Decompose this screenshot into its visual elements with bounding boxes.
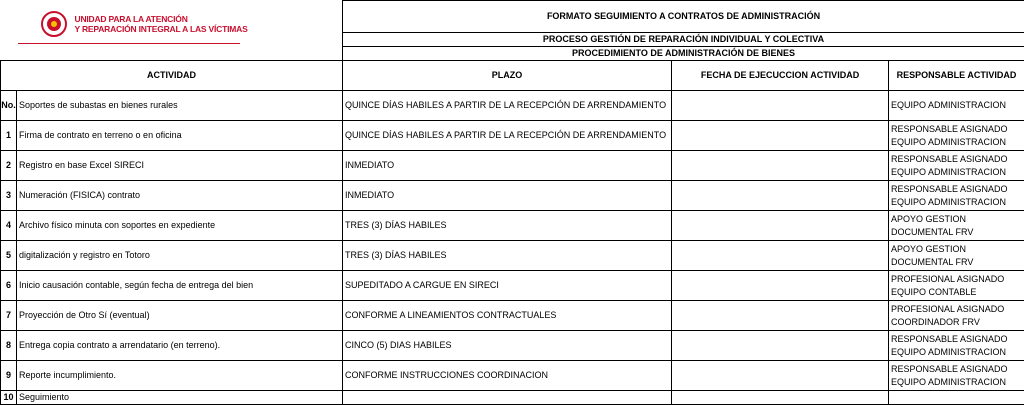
activity-cell: Registro en base Excel SIRECI [17,151,343,181]
row-number: No. [1,91,17,121]
logo-line-2: Y REPARACIÓN INTEGRAL A LAS VÍCTIMAS [75,24,248,34]
execution-date-cell [672,211,889,241]
execution-date-cell [672,241,889,271]
execution-date-cell [672,91,889,121]
responsible-cell: APOYO GESTION DOCUMENTAL FRV [889,211,1024,241]
document-title: FORMATO SEGUIMIENTO A CONTRATOS DE ADMINISTRACIÓN [343,1,1024,33]
table-row [1,211,1024,241]
activity-cell: Firma de contrato en terreno o en oficina [17,121,343,151]
activity-cell: Entrega copia contrato a arrendatario (en terreno). [17,331,343,361]
activity-cell: Inicio causación contable, según fecha de entrega del bien [17,271,343,301]
execution-date-cell [672,271,889,301]
column-header-actividad: ACTIVIDAD [1,61,343,91]
activity-cell: Archivo físico minuta con soportes en expediente [17,211,343,241]
execution-date-cell [672,361,889,391]
responsible-cell: APOYO GESTION DOCUMENTAL FRV [889,241,1024,271]
deadline-cell: QUINCE DÍAS HABILES A PARTIR DE LA RECEPCIÓN DE ARRENDAMIENTO [343,91,672,121]
process-title: PROCESO GESTIÓN DE REPARACIÓN INDIVIDUAL Y COLECTIVA [343,33,1024,47]
activity-cell: Seguimiento [17,391,343,405]
logo-block [1,1,343,61]
execution-date-cell [672,391,889,405]
row-number: 5 [1,241,17,271]
execution-date-cell [672,151,889,181]
activity-cell: Numeración (FISICA) contrato [17,181,343,211]
responsible-cell: RESPONSABLE ASIGNADO EQUIPO ADMINISTRACION [889,331,1024,361]
activity-cell: digitalización y registro en Totoro [17,241,343,271]
execution-date-cell [672,331,889,361]
table-row [1,181,1024,211]
responsible-cell: EQUIPO ADMINISTRACION [889,91,1024,121]
table-row [1,241,1024,271]
row-number: 1 [1,121,17,151]
row-number: 7 [1,301,17,331]
responsible-cell [889,391,1024,405]
deadline-cell: INMEDIATO [343,181,672,211]
table-row [1,271,1024,301]
row-number: 6 [1,271,17,301]
deadline-cell: QUINCE DÍAS HABILES A PARTIR DE LA RECEPCIÓN DE ARRENDAMIENTO [343,121,672,151]
row-number: 3 [1,181,17,211]
colombia-seal-icon [41,11,67,37]
deadline-cell: CONFORME INSTRUCCIONES COORDINACION [343,361,672,391]
activity-cell: Proyección de Otro Sí (eventual) [17,301,343,331]
table-body [1,91,1024,405]
deadline-cell: CONFORME A LINEAMIENTOS CONTRACTUALES [343,301,672,331]
row-number: 4 [1,211,17,241]
logo-text [75,14,248,34]
row-number: 9 [1,361,17,391]
row-number: 8 [1,331,17,361]
deadline-cell: TRES (3) DÍAS HABILES [343,241,672,271]
row-number: 2 [1,151,17,181]
deadline-cell: INMEDIATO [343,151,672,181]
deadline-cell [343,391,672,405]
table-row [1,331,1024,361]
table-row [1,151,1024,181]
deadline-cell: SUPEDITADO A CARGUE EN SIRECI [343,271,672,301]
responsible-cell: RESPONSABLE ASIGNADO EQUIPO ADMINISTRACION [889,361,1024,391]
column-header-plazo: PLAZO [343,61,672,91]
execution-date-cell [672,301,889,331]
column-header-responsable: RESPONSABLE ACTIVIDAD [889,61,1024,91]
execution-date-cell [672,121,889,151]
logo-divider [18,43,240,44]
column-header-fecha: FECHA DE EJECUCCION ACTIVIDAD [672,61,889,91]
deadline-cell: TRES (3) DÍAS HABILES [343,211,672,241]
table-row [1,121,1024,151]
row-number: 10 [1,391,17,405]
table-row [1,391,1024,405]
responsible-cell: PROFESIONAL ASIGNADO EQUIPO CONTABLE [889,271,1024,301]
deadline-cell: CINCO (5) DIAS HABILES [343,331,672,361]
procedure-title: PROCEDIMIENTO DE ADMINISTRACIÓN DE BIENES [343,47,1024,61]
table-row [1,301,1024,331]
activity-cell: Reporte incumplimiento. [17,361,343,391]
table-row [1,91,1024,121]
responsible-cell: PROFESIONAL ASIGNADO COORDINADOR FRV [889,301,1024,331]
logo-line-1: UNIDAD PARA LA ATENCIÓN [75,14,248,24]
execution-date-cell [672,181,889,211]
table-row [1,361,1024,391]
activity-cell: Soportes de subastas en bienes rurales [17,91,343,121]
responsible-cell: RESPONSABLE ASIGNADO EQUIPO ADMINISTRACION [889,121,1024,151]
responsible-cell: RESPONSABLE ASIGNADO EQUIPO ADMINISTRACION [889,181,1024,211]
responsible-cell: RESPONSABLE ASIGNADO EQUIPO ADMINISTRACION [889,151,1024,181]
